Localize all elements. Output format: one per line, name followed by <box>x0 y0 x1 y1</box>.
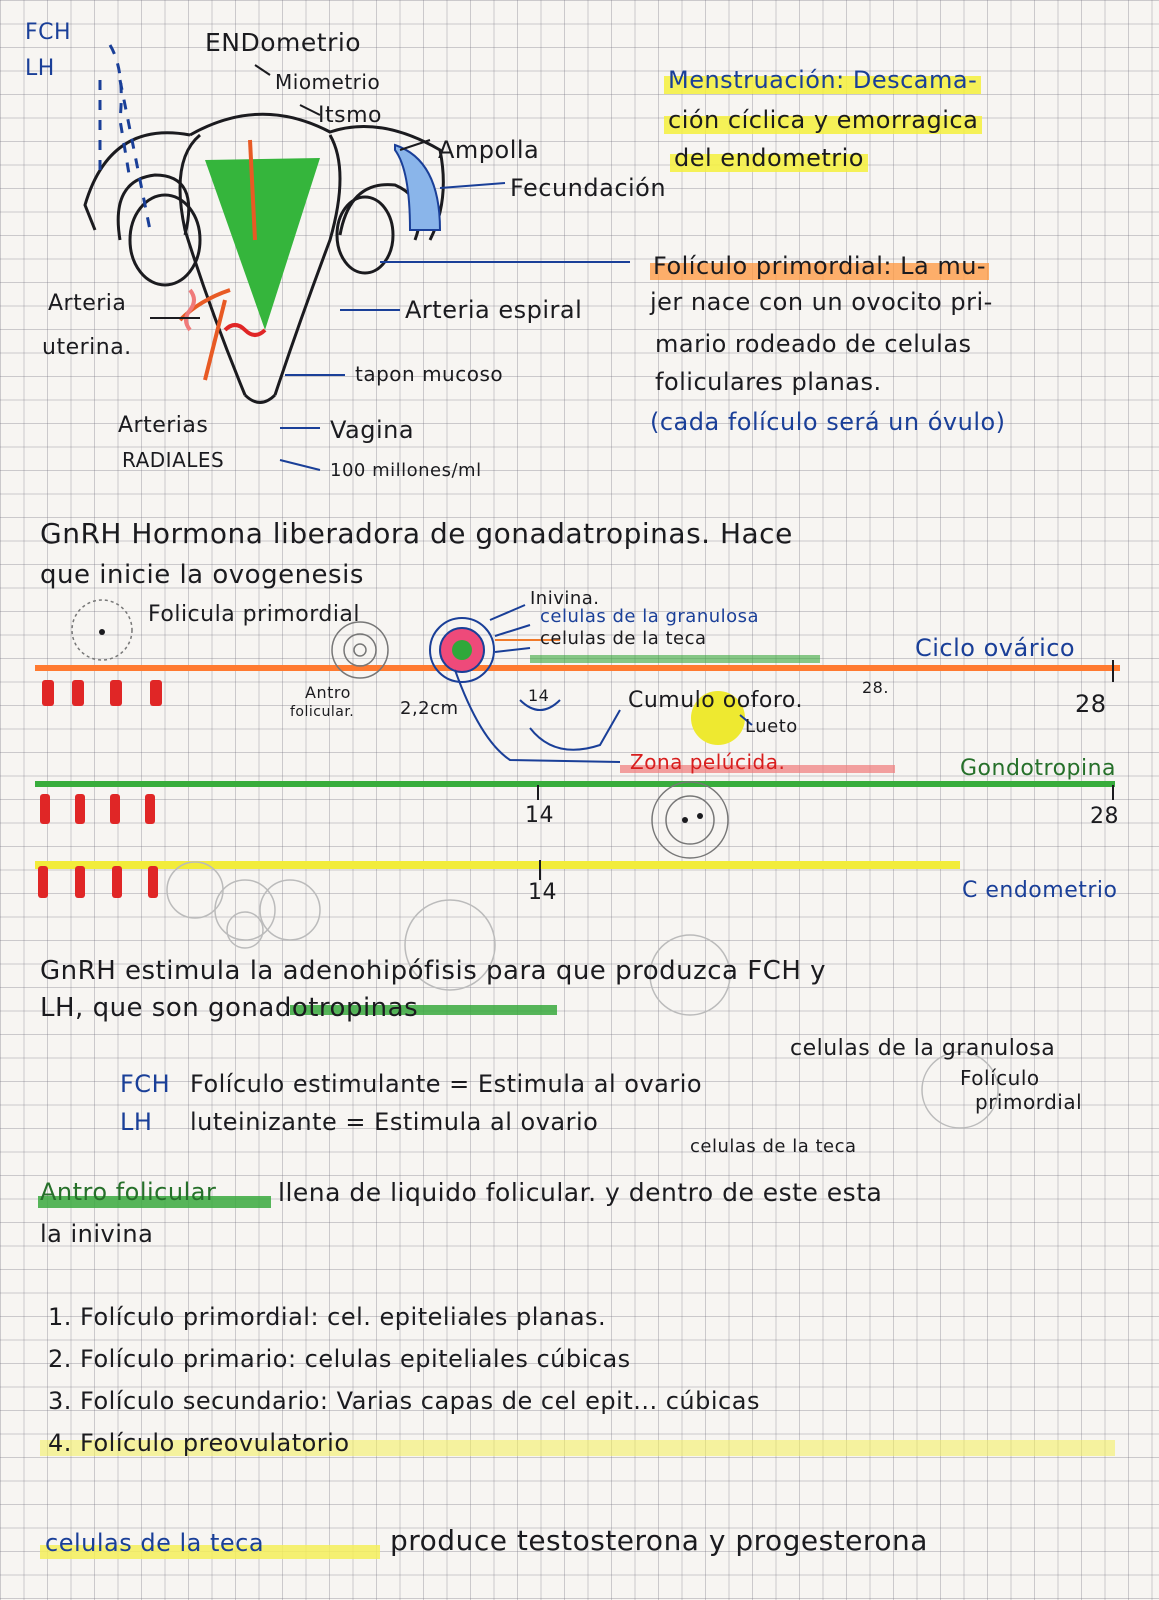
cycle-endometrio: C endometrio <box>962 878 1118 903</box>
gnrh-line-2: que inicie la ovogenesis <box>40 560 364 590</box>
ampolla-label: Ampolla <box>438 136 540 164</box>
primordial-line-4: foliculares planas. <box>655 368 882 396</box>
gnrh-line-1: GnRH Hormona liberadora de gonadatropinas. Hace <box>40 517 793 550</box>
uterus-diagram <box>85 114 443 402</box>
miometrio-label: Miometrio <box>275 70 381 94</box>
cycle-teca: celulas de la teca <box>540 628 707 649</box>
list-item: 1. Folículo primordial: cel. epiteliales planas. <box>48 1303 607 1331</box>
cycle-primordial: Folicula primordial <box>148 602 361 627</box>
cycle-day28-b: 28 <box>1090 804 1119 829</box>
itsmo-label: Itsmo <box>318 103 382 128</box>
fecundacion-label: Fecundación <box>510 174 667 202</box>
arteria-uterina-label-1: Arteria <box>48 291 127 316</box>
cycle-day14-c: 14 <box>528 880 557 905</box>
teca-note: celulas de la teca <box>690 1136 857 1157</box>
cycle-folicular: folicular. <box>290 704 355 720</box>
endometrio-label: ENDometrio <box>205 28 362 57</box>
cycle-zona: Zona pelúcida. <box>630 750 786 774</box>
cycle-antro: Antro <box>305 683 351 702</box>
list-item: 4. Folículo preovulatorio <box>48 1429 350 1457</box>
tube-left <box>118 175 189 240</box>
menstruacion-line-3: del endometrio <box>670 146 868 170</box>
cycle-gonadotropina: Gondotropina <box>960 756 1117 781</box>
cycle-ovarico-label: Ciclo ovárico <box>915 634 1076 662</box>
cycle-size: 2,2cm <box>400 698 459 719</box>
lh-hormone-label: LH <box>120 1108 153 1136</box>
cycle-day28-a: 28 <box>1075 690 1107 718</box>
lh-label: LH <box>25 56 55 81</box>
cycle-day14-b: 14 <box>525 803 554 828</box>
antro-term: Antro folicular <box>40 1178 217 1206</box>
primordial-line-3: mario rodeado de celulas <box>655 330 972 358</box>
list-item: 3. Folículo secundario: Varias capas de cel epit... cúbicas <box>48 1387 760 1415</box>
teca-text: produce testosterona y progesterona <box>390 1524 928 1557</box>
tapon-mucoso-label: tapon mucoso <box>355 362 504 386</box>
primordial-line-5: (cada folículo será un óvulo) <box>650 408 1006 436</box>
menstruacion-line-1: Menstruación: Descama- <box>664 68 981 92</box>
fch-hormone-label: FCH <box>120 1070 171 1098</box>
cycle-day28-small: 28. <box>862 678 889 697</box>
folic-note-2: primordial <box>975 1090 1083 1114</box>
menstruacion-line-2: ción cíclica y emorragica <box>664 108 982 132</box>
cycle-inivina: Inivina. <box>530 588 600 609</box>
primordial-line-1: Folículo primordial: La mu- <box>650 254 989 278</box>
lh-hormone-text: luteinizante = Estimula al ovario <box>190 1108 599 1136</box>
arteria-uterina-label-2: uterina. <box>42 335 132 360</box>
arterias-radiales-label-2: RADIALES <box>122 448 225 472</box>
vagina-label: Vagina <box>330 416 415 444</box>
cycle-cumulo: Cumulo ooforo. <box>628 688 803 713</box>
cycle-day14-a: 14 <box>528 686 550 705</box>
cycle-lueto: Lueto <box>745 716 798 737</box>
cervix <box>245 395 275 403</box>
gnrh2-line-2: LH, que son gonadotropinas <box>40 993 419 1023</box>
arteria-espiral-label: Arteria espiral <box>405 296 583 324</box>
millones-label: 100 millones/ml <box>330 460 482 481</box>
list-item: 2. Folículo primario: celulas epiteliales cúbicas <box>48 1345 631 1373</box>
granulosa-note: celulas de la granulosa <box>790 1036 1056 1061</box>
antro-line-2: la inivina <box>40 1220 154 1248</box>
folic-note-1: Folículo <box>960 1066 1040 1090</box>
cycle-granulosa: celulas de la granulosa <box>540 606 760 627</box>
antro-line-1: llena de liquido folicular. y dentro de este esta <box>278 1178 883 1207</box>
teca-term: celulas de la teca <box>45 1529 265 1557</box>
arterias-radiales-label-1: Arterias <box>118 413 209 438</box>
primordial-line-2: jer nace con un ovocito pri- <box>650 288 993 316</box>
gnrh2-line-1: GnRH estimula la adenohipófisis para que produzca FCH y <box>40 956 827 986</box>
fch-label: FCH <box>25 20 72 45</box>
fch-hormone-text: Folículo estimulante = Estimula al ovario <box>190 1070 703 1098</box>
